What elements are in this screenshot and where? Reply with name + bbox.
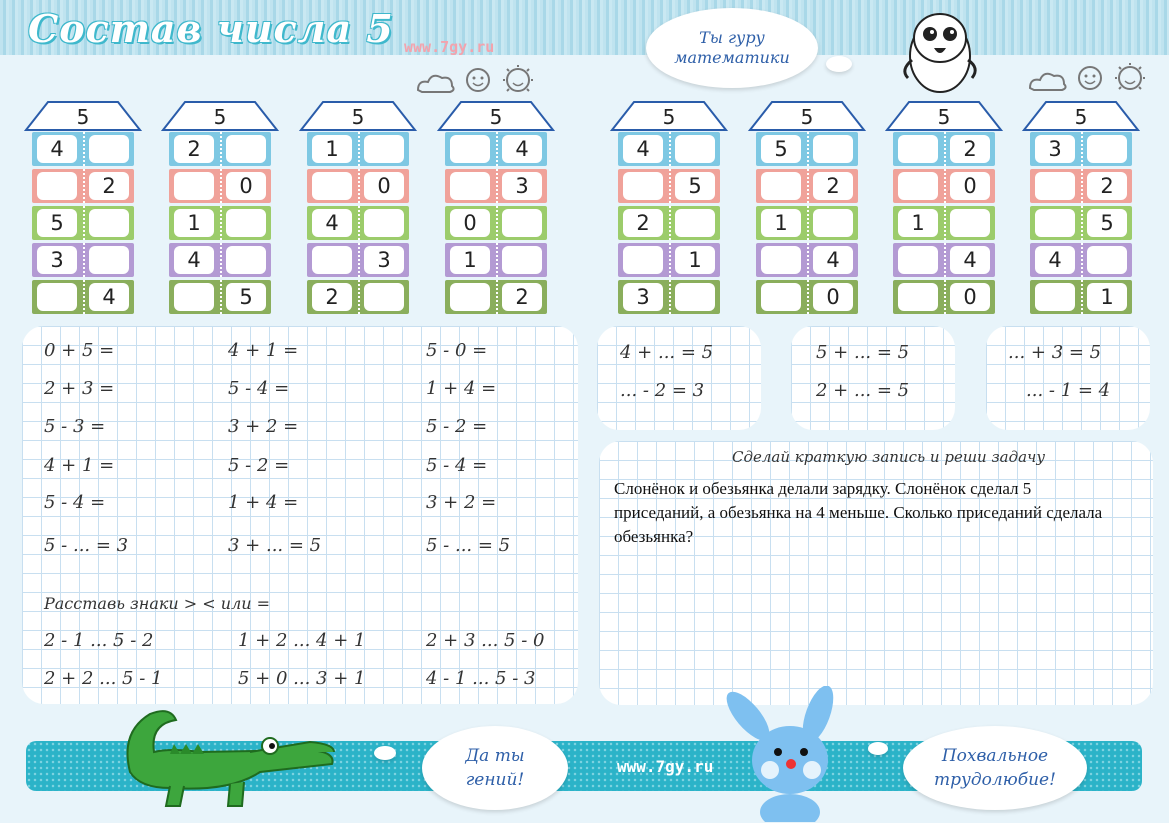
roof-number: 5 (937, 105, 951, 129)
answer-cell[interactable] (761, 246, 801, 274)
row-divider (220, 243, 222, 277)
house-row (756, 169, 858, 203)
number-cell: 4 (37, 135, 77, 163)
row-divider (1081, 169, 1083, 203)
house-row (893, 206, 995, 240)
number-cell: 3 (502, 172, 542, 200)
row-divider (807, 132, 809, 166)
answer-cell[interactable] (364, 135, 404, 163)
number-cell: 1 (450, 246, 490, 274)
row-divider (944, 280, 946, 314)
row-divider (83, 243, 85, 277)
number-cell: 2 (89, 172, 129, 200)
bubble-dot (826, 56, 852, 72)
compare-header: Расставь знаки > < или = (44, 594, 271, 613)
house-row (307, 169, 409, 203)
roof-number: 5 (213, 105, 227, 129)
number-cell: 5 (675, 172, 715, 200)
answer-cell[interactable] (312, 246, 352, 274)
answer-cell[interactable] (675, 209, 715, 237)
answer-cell[interactable] (1035, 283, 1075, 311)
house-row (893, 169, 995, 203)
house-row (169, 243, 271, 277)
number-cell: 0 (950, 172, 990, 200)
compare-expr: 2 + 3 ... 5 - 0 (426, 630, 545, 651)
exercise-expr: 5 - ... = 3 (44, 535, 129, 556)
answer-cell[interactable] (364, 209, 404, 237)
footer-watermark: www.7gy.ru (617, 757, 714, 776)
number-house (24, 100, 142, 317)
number-cell: 2 (174, 135, 214, 163)
number-house (610, 100, 728, 317)
answer-cell[interactable] (898, 135, 938, 163)
weather-icons-right (1024, 62, 1154, 98)
answer-cell[interactable] (37, 172, 77, 200)
answer-cell[interactable] (226, 135, 266, 163)
number-cell: 5 (761, 135, 801, 163)
bunny-icon (708, 686, 858, 822)
exercise-expr: 4 + 1 = (228, 340, 299, 361)
row-divider (807, 243, 809, 277)
exercise-expr: 3 + 2 = (228, 416, 299, 437)
row-divider (944, 169, 946, 203)
roof-number: 5 (351, 105, 365, 129)
exercise-expr: 1 + 4 = (228, 492, 299, 513)
exercise-expr: 4 + 1 = (44, 455, 115, 476)
answer-cell[interactable] (174, 283, 214, 311)
row-divider (220, 280, 222, 314)
number-house (748, 100, 866, 317)
number-cell: 4 (502, 135, 542, 163)
task-header: Сделай краткую запись и реши задачу (732, 448, 1046, 466)
number-cell: 0 (950, 283, 990, 311)
house-roof (299, 100, 417, 132)
answer-cell[interactable] (1087, 135, 1127, 163)
guru-bubble-line2: математики (674, 48, 790, 67)
row-divider (669, 280, 671, 314)
house-roof (161, 100, 279, 132)
house-row (307, 132, 409, 166)
number-house (437, 100, 555, 317)
number-cell: 4 (1035, 246, 1075, 274)
exercise-expr: 5 - 4 = (426, 455, 488, 476)
row-divider (944, 206, 946, 240)
number-cell: 4 (174, 246, 214, 274)
exercise-expr: 5 - 4 = (44, 492, 106, 513)
number-cell: 3 (1035, 135, 1075, 163)
genius-line1: Да ты (465, 746, 525, 766)
watermark: www.7gy.ru (404, 38, 495, 56)
house-row (445, 206, 547, 240)
answer-cell[interactable] (1035, 172, 1075, 200)
row-divider (83, 169, 85, 203)
answer-cell[interactable] (364, 283, 404, 311)
number-cell: 2 (950, 135, 990, 163)
house-row (756, 132, 858, 166)
house-row (618, 169, 720, 203)
number-cell: 1 (898, 209, 938, 237)
number-cell: 2 (623, 209, 663, 237)
number-cell: 1 (761, 209, 801, 237)
house-row (445, 243, 547, 277)
roof-number: 5 (1074, 105, 1088, 129)
row-divider (496, 280, 498, 314)
small-expr: 2 + ... = 5 (816, 380, 910, 401)
house-row (32, 132, 134, 166)
house-roof (610, 100, 728, 132)
row-divider (807, 169, 809, 203)
row-divider (1081, 206, 1083, 240)
answer-cell[interactable] (898, 172, 938, 200)
row-divider (669, 132, 671, 166)
row-divider (358, 243, 360, 277)
row-divider (669, 169, 671, 203)
answer-cell[interactable] (950, 209, 990, 237)
compare-expr: 2 - 1 ... 5 - 2 (44, 630, 154, 651)
number-cell: 5 (226, 283, 266, 311)
number-cell: 2 (1087, 172, 1127, 200)
house-row (1030, 206, 1132, 240)
house-row (618, 206, 720, 240)
row-divider (1081, 132, 1083, 166)
row-divider (496, 206, 498, 240)
answer-cell[interactable] (813, 209, 853, 237)
row-divider (669, 206, 671, 240)
number-cell: 4 (813, 246, 853, 274)
answer-cell[interactable] (37, 283, 77, 311)
guru-bubble (646, 8, 818, 88)
house-row (169, 280, 271, 314)
house-row (32, 243, 134, 277)
number-cell: 4 (950, 246, 990, 274)
compare-expr: 5 + 0 ... 3 + 1 (238, 668, 366, 689)
number-cell: 0 (450, 209, 490, 237)
answer-cell[interactable] (813, 135, 853, 163)
compare-expr: 1 + 2 ... 4 + 1 (238, 630, 366, 651)
row-divider (83, 280, 85, 314)
house-row (893, 280, 995, 314)
number-cell: 2 (312, 283, 352, 311)
house-roof (437, 100, 555, 132)
house-row (307, 280, 409, 314)
answer-cell[interactable] (502, 209, 542, 237)
number-cell: 4 (89, 283, 129, 311)
small-expr: 5 + ... = 5 (816, 342, 910, 363)
exercise-expr: 3 + 2 = (426, 492, 497, 513)
row-divider (807, 206, 809, 240)
number-cell: 5 (1087, 209, 1127, 237)
answer-cell[interactable] (450, 172, 490, 200)
answer-cell[interactable] (1035, 209, 1075, 237)
house-row (32, 169, 134, 203)
answer-cell[interactable] (450, 135, 490, 163)
small-expr: ... + 3 = 5 (1008, 342, 1102, 363)
house-row (1030, 243, 1132, 277)
roof-number: 5 (76, 105, 90, 129)
answer-cell[interactable] (898, 283, 938, 311)
house-row (445, 280, 547, 314)
answer-cell[interactable] (675, 135, 715, 163)
row-divider (807, 280, 809, 314)
number-cell: 4 (312, 209, 352, 237)
exercise-expr: 5 - 3 = (44, 416, 106, 437)
answer-cell[interactable] (623, 172, 663, 200)
answer-cell[interactable] (761, 172, 801, 200)
row-divider (944, 243, 946, 277)
house-row (169, 132, 271, 166)
number-house (299, 100, 417, 317)
penguin-icon (898, 4, 982, 96)
answer-cell[interactable] (89, 135, 129, 163)
exercise-expr: 1 + 4 = (426, 378, 497, 399)
number-house (1022, 100, 1140, 317)
row-divider (220, 206, 222, 240)
row-divider (1081, 243, 1083, 277)
row-divider (496, 243, 498, 277)
row-divider (669, 243, 671, 277)
house-row (1030, 280, 1132, 314)
genius-line2: гений! (465, 770, 525, 790)
row-divider (496, 169, 498, 203)
number-cell: 1 (312, 135, 352, 163)
task-text: Слонёнок и обезьянка делали зарядку. Слонёнок сделал 5 приседаний, а обезьянка на 4 меньше. Сколько приседаний сделала обезьянка? (614, 479, 1103, 546)
answer-cell[interactable] (761, 283, 801, 311)
roof-number: 5 (662, 105, 676, 129)
number-cell: 0 (813, 283, 853, 311)
exercise-expr: 5 - 2 = (228, 455, 290, 476)
exercise-expr: 0 + 5 = (44, 340, 115, 361)
bubble-dot (374, 746, 396, 760)
answer-cell[interactable] (174, 172, 214, 200)
row-divider (496, 132, 498, 166)
number-cell: 0 (364, 172, 404, 200)
row-divider (220, 169, 222, 203)
row-divider (83, 206, 85, 240)
answer-cell[interactable] (450, 283, 490, 311)
house-roof (748, 100, 866, 132)
number-cell: 1 (174, 209, 214, 237)
diligence-line2: трудолюбие! (934, 770, 1056, 790)
house-row (445, 169, 547, 203)
house-row (169, 206, 271, 240)
number-cell: 4 (623, 135, 663, 163)
house-row (618, 132, 720, 166)
number-cell: 3 (37, 246, 77, 274)
house-roof (885, 100, 1003, 132)
house-row (756, 243, 858, 277)
exercise-expr: 5 - 4 = (228, 378, 290, 399)
row-divider (220, 132, 222, 166)
house-roof (1022, 100, 1140, 132)
bubble-dot (868, 742, 888, 755)
number-house (885, 100, 1003, 317)
row-divider (1081, 280, 1083, 314)
answer-cell[interactable] (312, 172, 352, 200)
answer-cell[interactable] (675, 283, 715, 311)
small-expr: 4 + ... = 5 (620, 342, 714, 363)
number-cell: 2 (502, 283, 542, 311)
answer-cell[interactable] (502, 246, 542, 274)
page-title: Состав числа 5 (28, 6, 394, 51)
number-cell: 1 (675, 246, 715, 274)
answer-cell[interactable] (1087, 246, 1127, 274)
number-cell: 3 (364, 246, 404, 274)
compare-expr: 2 + 2 ... 5 - 1 (44, 668, 163, 689)
guru-bubble-line1: Ты гуру (699, 28, 765, 47)
house-row (32, 206, 134, 240)
house-row (307, 243, 409, 277)
exercise-expr: 2 + 3 = (44, 378, 115, 399)
diligence-line1: Похвальное (941, 746, 1049, 766)
row-divider (944, 132, 946, 166)
answer-cell[interactable] (623, 246, 663, 274)
weather-icons-left (412, 64, 542, 100)
row-divider (358, 169, 360, 203)
number-cell: 1 (1087, 283, 1127, 311)
answer-cell[interactable] (89, 246, 129, 274)
house-row (1030, 169, 1132, 203)
house-row (756, 280, 858, 314)
row-divider (358, 206, 360, 240)
house-row (756, 206, 858, 240)
answer-cell[interactable] (226, 209, 266, 237)
crocodile-icon (110, 702, 340, 814)
house-roof (24, 100, 142, 132)
house-row (32, 280, 134, 314)
genius-bubble (422, 726, 568, 810)
row-divider (83, 132, 85, 166)
exercise-expr: 5 - ... = 5 (426, 535, 511, 556)
house-row (893, 132, 995, 166)
answer-cell[interactable] (898, 246, 938, 274)
number-cell: 2 (813, 172, 853, 200)
number-house (161, 100, 279, 317)
house-row (893, 243, 995, 277)
roof-number: 5 (489, 105, 503, 129)
house-row (618, 243, 720, 277)
exercise-expr: 5 - 0 = (426, 340, 488, 361)
number-cell: 3 (623, 283, 663, 311)
exercise-expr: 5 - 2 = (426, 416, 488, 437)
compare-expr: 4 - 1 ... 5 - 3 (426, 668, 536, 689)
roof-number: 5 (800, 105, 814, 129)
exercise-expr: 3 + ... = 5 (228, 535, 322, 556)
diligence-bubble (903, 726, 1087, 810)
house-row (169, 169, 271, 203)
house-row (307, 206, 409, 240)
house-row (445, 132, 547, 166)
number-cell: 5 (37, 209, 77, 237)
answer-cell[interactable] (89, 209, 129, 237)
row-divider (358, 132, 360, 166)
number-cell: 0 (226, 172, 266, 200)
house-row (1030, 132, 1132, 166)
row-divider (358, 280, 360, 314)
small-expr: ... - 1 = 4 (1026, 380, 1111, 401)
small-expr: ... - 2 = 3 (620, 380, 705, 401)
answer-cell[interactable] (226, 246, 266, 274)
house-row (618, 280, 720, 314)
